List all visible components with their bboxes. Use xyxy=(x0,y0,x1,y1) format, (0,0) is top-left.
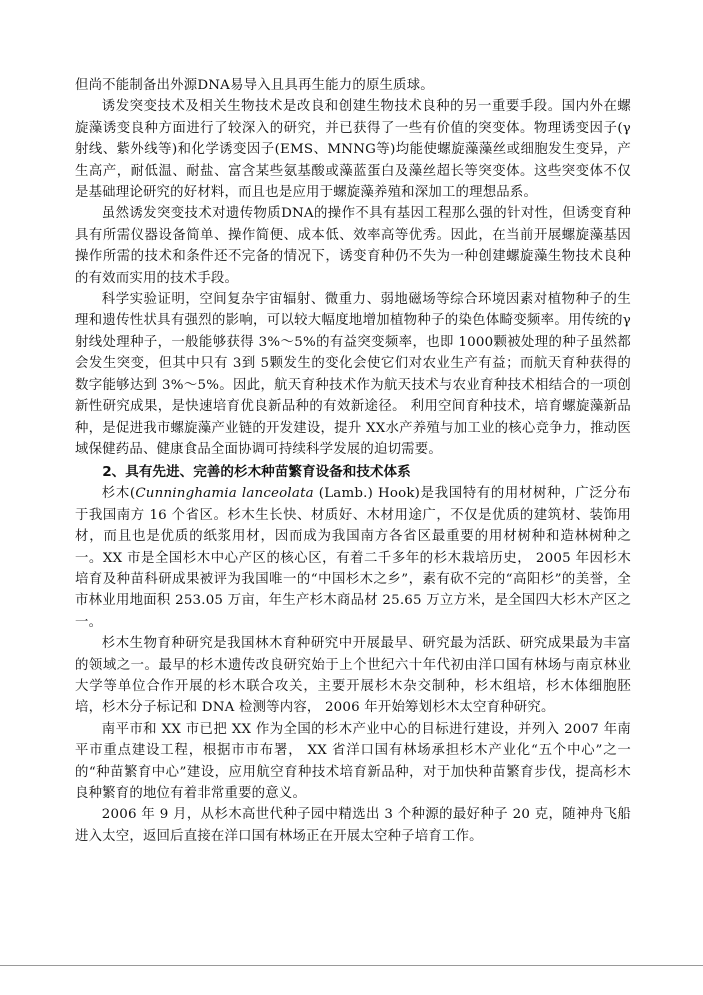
paragraph-fir-overview xyxy=(75,483,631,633)
paragraph-mutation-advantages: 虽然诱发突变技术对遗传物质DNA的操作不具有基因工程那么强的针对性，但诱变育种具有所需仪器设备简单、操作简便、成本低、效率高等优秀。因此，在当前开展螺旋藻基因操作所需的技术和条件还不完备的情况下，诱变育种仍不失为一种创建螺旋藻生物技术良种的有效而实用的技术手段。 xyxy=(75,206,631,286)
section-heading-fir-seedling: 2、具有先进、完善的杉木种苗繁育设备和技术体系 xyxy=(102,464,411,481)
paragraph-fir-breeding-research: 杉木生物育种研究是我国林木育种研究中开展最早、研究最为活跃、研究成果最为丰富的领域之一。最早的杉木遗传改良研究始于上个世纪六十年代初由洋口国有林场与南京林业大学等单位合作开展的杉木联合攻关，主要开展杉木杂交制种，杉木组培，杉木体细胞胚培，杉木分子标记和 DNA 检测等内容， 2006 年开始筹划杉木太空育种研究。 xyxy=(75,636,631,716)
latin-species-name: Cunninghamia lanceolata xyxy=(135,486,314,502)
fir-intro-text: 杉木( xyxy=(101,486,136,502)
document-body xyxy=(75,75,631,847)
fir-overview-text: (Lamb.) Hook)是我国特有的用材树种，广泛分布于我国南方 16 个省区。杉木生长快、材质好、木材用途广，不仅是优质的建筑材、装饰用材，而且也是优质的纸浆用材，因而成为我国南方各省区最重要的用材树种和造林树种之一。XX 市是全国杉木中心产区的核心区，有着二千多年的杉木栽培历史， 2005 年因杉木培育及种苗科研成果被评为我国唯一的“中国杉木之乡”，素有砍不完的“高阳杉”的美誉，全市林业用地面积 253.05 万亩，年生产杉木商品材 25.65 万立方米，是全国四大杉木产区之一。 xyxy=(75,486,632,630)
paragraph-protoplast-note: 但尚不能制备出外源DNA易导入且具再生能力的原生质球。 xyxy=(75,78,434,93)
paragraph-space-seeds-2006: 2006 年 9 月，从杉木高世代种子园中精选出 3 个种源的最好种子 20 克，随神舟飞船进入太空，返回后直接在洋口国有林场正在开展太空种子培育工作。 xyxy=(75,807,631,844)
paragraph-industry-center: 南平市和 XX 市已把 XX 作为全国的杉木产业中心的目标进行建设，并列入 2007 年南平市重点建设工程，根据市市布署， XX 省洋口国有林场承担杉木产业化“五个中心”之一的“种苗繁育中心”建设，应用航空育种技术培育新品种，对于加快种苗繁育步伐，提高杉木良种繁育的地位有着非常重要的意义。 xyxy=(75,721,631,801)
paragraph-mutation-breeding: 诱发突变技术及相关生物技术是改良和创建生物技术良种的另一重要手段。国内外在螺旋藻诱变良种方面进行了较深入的研究，并已获得了一些有价值的突变体。物理诱变因子(γ射线、紫外线等)和化学诱变因子(EMS、MNNG等)均能使螺旋藻藻丝或细胞发生变异，产生高产，耐低温、耐盐、富含某些氨基酸或藻蓝蛋白及藻丝超长等突变体。这些突变体不仅是基础理论研究的好材料，而且也是应用于螺旋藻养殖和深加工的理想品系。 xyxy=(75,99,631,201)
paragraph-space-breeding: 科学实验证明，空间复杂宇宙辐射、微重力、弱地磁场等综合环境因素对植物种子的生理和遗传性状具有强烈的影响，可以较大幅度地增加植物种子的染色体畸变频率。用传统的γ射线处理种子，一般能够获得 3%～5%的有益突变频率，也即 1000颗被处理的种子虽然都会发生突变，但其中只有 3到 5颗发生的变化会使它们对农业生产有益；而航天育种获得的数字能够达到 3%～5%。因此，航天育种技术作为航天技术与农业育种技术相结合的一项创新性研究成果，是快速培育优良新品种的有效新途径。 利用空间育种技术，培育螺旋藻新品种，是促进我市螺旋藻产业链的开发建设，提升 XX水产养殖与加工业的核心竞争力，推动医域保健药品、健康食品全面协调可持续科学发展的迫切需要。 xyxy=(75,292,631,457)
page-bottom-divider xyxy=(0,965,703,966)
